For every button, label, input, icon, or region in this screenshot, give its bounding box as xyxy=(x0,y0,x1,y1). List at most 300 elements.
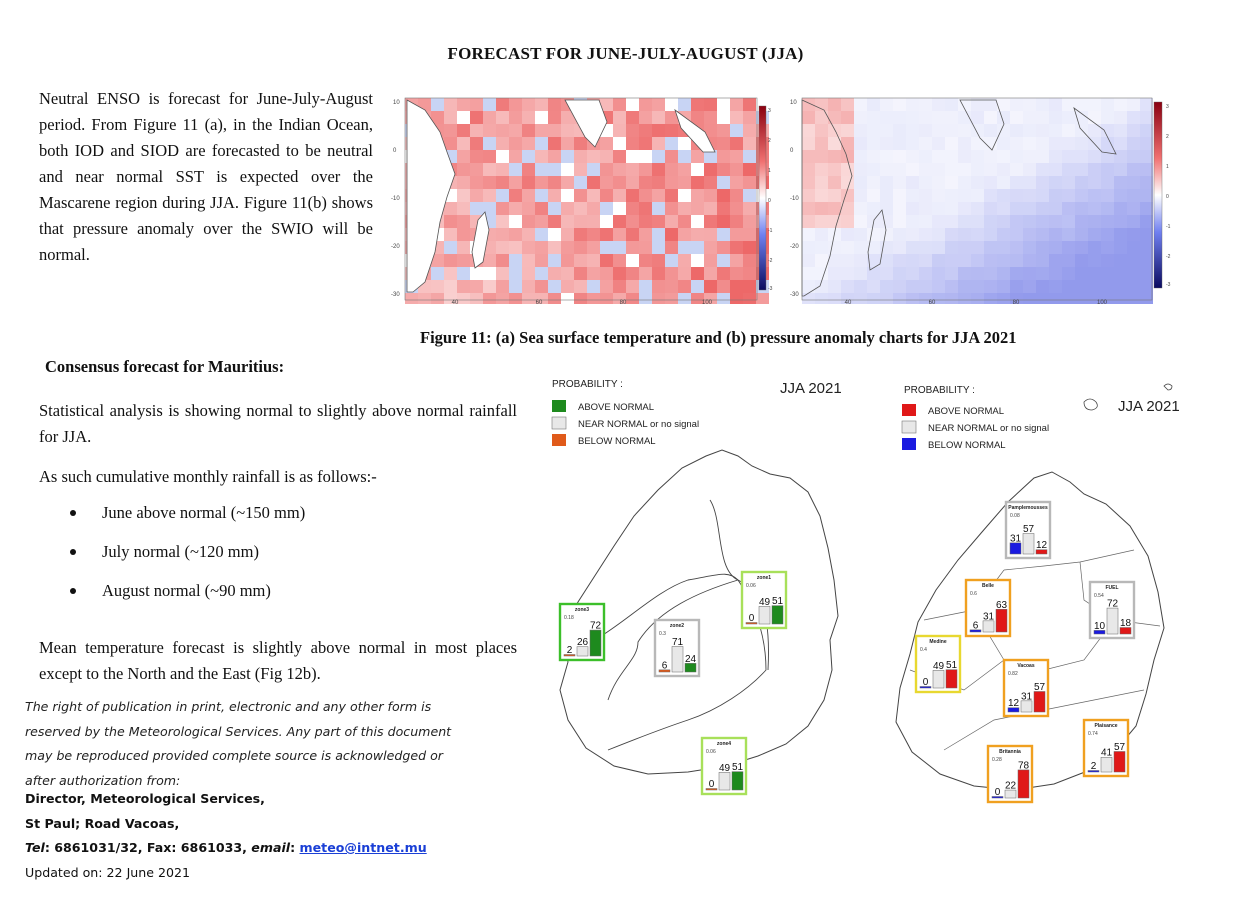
anomaly-cell xyxy=(1049,241,1062,254)
anomaly-cell xyxy=(561,254,574,267)
anomaly-cell xyxy=(1010,241,1023,254)
anomaly-cell xyxy=(997,189,1010,202)
anomaly-cell xyxy=(802,189,815,202)
anomaly-cell xyxy=(984,267,997,280)
anomaly-cell xyxy=(893,163,906,176)
anomaly-cell xyxy=(1140,163,1153,176)
anomaly-cell xyxy=(932,228,945,241)
anomaly-cell xyxy=(1010,176,1023,189)
anomaly-cell xyxy=(1088,280,1101,293)
anomaly-cell xyxy=(906,176,919,189)
zone-name-label: zone3 xyxy=(574,607,590,613)
zone-name-label: Vacoas xyxy=(1017,663,1035,669)
anomaly-cell xyxy=(1140,189,1153,202)
anomaly-cell xyxy=(457,254,470,267)
anomaly-cell xyxy=(854,241,867,254)
zone-tag-label: 0.74 xyxy=(1088,731,1098,737)
anomaly-cell xyxy=(678,215,691,228)
anomaly-cell xyxy=(470,150,483,163)
anomaly-cell xyxy=(509,215,522,228)
anomaly-cell xyxy=(1101,267,1114,280)
anomaly-cell xyxy=(717,163,730,176)
anomaly-cell xyxy=(730,293,743,304)
anomaly-cell xyxy=(867,189,880,202)
anomaly-cell xyxy=(522,293,535,304)
anomaly-cell xyxy=(1049,150,1062,163)
anomaly-cell xyxy=(431,267,444,280)
anomaly-cell xyxy=(457,176,470,189)
anomaly-cell xyxy=(1101,98,1114,111)
anomaly-cell xyxy=(548,293,561,304)
anomaly-cell xyxy=(841,267,854,280)
anomaly-cell xyxy=(1010,254,1023,267)
sst-scale-label: 1 xyxy=(768,168,771,174)
anomaly-cell xyxy=(867,280,880,293)
anomaly-cell xyxy=(587,280,600,293)
zone-chart xyxy=(560,604,604,660)
anomaly-cell xyxy=(1049,215,1062,228)
anomaly-cell xyxy=(652,202,665,215)
anomaly-cell xyxy=(613,215,626,228)
anomaly-cell xyxy=(1075,228,1088,241)
anomaly-cell xyxy=(997,228,1010,241)
anomaly-cell xyxy=(535,228,548,241)
zone-bar xyxy=(1018,770,1029,798)
anomaly-cell xyxy=(457,280,470,293)
anomaly-cell xyxy=(639,98,652,111)
anomaly-cell xyxy=(561,228,574,241)
anomaly-cell xyxy=(958,124,971,137)
anomaly-cell xyxy=(854,176,867,189)
anomaly-cell xyxy=(652,267,665,280)
anomaly-cell xyxy=(1023,163,1036,176)
anomaly-cell xyxy=(691,254,704,267)
anomaly-cell xyxy=(893,215,906,228)
anomaly-cell xyxy=(1023,228,1036,241)
anomaly-cell xyxy=(867,137,880,150)
anomaly-cell xyxy=(1062,189,1075,202)
anomaly-cell xyxy=(678,189,691,202)
zone-name-label: Pamplemousses xyxy=(1008,505,1048,511)
anomaly-cell xyxy=(1114,150,1127,163)
anomaly-cell xyxy=(1127,267,1140,280)
email-label: email xyxy=(251,840,291,855)
anomaly-cell xyxy=(958,150,971,163)
legend-label-near: NEAR NORMAL or no signal xyxy=(928,423,1050,434)
anomaly-cell xyxy=(1127,176,1140,189)
anomaly-cell xyxy=(535,137,548,150)
zone-tag-label: 0.08 xyxy=(1010,513,1020,519)
anomaly-cell xyxy=(574,293,587,304)
anomaly-cell xyxy=(1127,280,1140,293)
anomaly-cell xyxy=(613,241,626,254)
anomaly-cell xyxy=(639,228,652,241)
anomaly-cell xyxy=(828,163,841,176)
anomaly-cell xyxy=(1140,137,1153,150)
legend-swatch-above xyxy=(902,404,916,416)
anomaly-cell xyxy=(717,150,730,163)
anomaly-cell xyxy=(919,124,932,137)
anomaly-cell xyxy=(1140,124,1153,137)
anomaly-cell xyxy=(945,137,958,150)
sst-x-tick: 100 xyxy=(701,300,713,304)
anomaly-cell xyxy=(535,241,548,254)
tel-fax: : 6861031/32, Fax: 6861033, xyxy=(44,840,252,855)
figure-caption: Figure 11: (a) Sea surface temperature and (b) pressure anomaly charts for JJA 2021 xyxy=(420,328,1017,347)
anomaly-cell xyxy=(1114,254,1127,267)
anomaly-cell xyxy=(984,228,997,241)
anomaly-cell xyxy=(717,228,730,241)
zone-name-label: zone1 xyxy=(756,575,772,581)
anomaly-cell xyxy=(1101,254,1114,267)
anomaly-cell xyxy=(1036,228,1049,241)
anomaly-cell xyxy=(971,280,984,293)
anomaly-cell xyxy=(691,228,704,241)
updated-date: Updated on: 22 June 2021 xyxy=(25,864,191,880)
zone-bar-value: 6 xyxy=(661,660,668,672)
anomaly-cell xyxy=(880,189,893,202)
zone-bar-value: 78 xyxy=(1017,760,1030,772)
anomaly-cell xyxy=(522,267,535,280)
zone-bar-value: 49 xyxy=(718,762,731,774)
anomaly-cell xyxy=(691,280,704,293)
anomaly-cell xyxy=(730,137,743,150)
anomaly-cell xyxy=(457,124,470,137)
anomaly-cell xyxy=(1101,241,1114,254)
anomaly-cell xyxy=(613,189,626,202)
anomaly-cell xyxy=(561,202,574,215)
anomaly-cell xyxy=(652,150,665,163)
anomaly-cell xyxy=(574,189,587,202)
anomaly-cell xyxy=(457,150,470,163)
anomaly-cell xyxy=(854,280,867,293)
rainfall-list xyxy=(60,501,305,618)
anomaly-cell xyxy=(457,163,470,176)
anomaly-cell xyxy=(1101,280,1114,293)
anomaly-cell xyxy=(509,176,522,189)
anomaly-cell xyxy=(652,137,665,150)
anomaly-cell xyxy=(906,202,919,215)
anomaly-cell xyxy=(1088,215,1101,228)
anomaly-cell xyxy=(691,150,704,163)
anomaly-cell xyxy=(522,163,535,176)
anomaly-cell xyxy=(1062,280,1075,293)
anomaly-cell xyxy=(600,189,613,202)
anomaly-cell xyxy=(971,163,984,176)
anomaly-cell xyxy=(1049,111,1062,124)
anomaly-cell xyxy=(1036,202,1049,215)
anomaly-cell xyxy=(893,241,906,254)
anomaly-cell xyxy=(1114,293,1127,304)
zone-bar-value: 31 xyxy=(1009,533,1022,545)
anomaly-cell xyxy=(1062,241,1075,254)
anomaly-cell xyxy=(535,124,548,137)
anomaly-cell xyxy=(444,202,457,215)
email-link[interactable]: meteo@intnet.mu xyxy=(299,840,427,855)
anomaly-cell xyxy=(639,150,652,163)
anomaly-cell xyxy=(730,254,743,267)
rights-line: The right of publication in print, electronic and any other form is xyxy=(25,699,432,714)
zone-bar xyxy=(772,606,783,624)
anomaly-cell xyxy=(483,176,496,189)
anomaly-cell xyxy=(854,189,867,202)
anomaly-cell xyxy=(919,280,932,293)
rights-line: may be reproduced provided complete source is acknowledged or xyxy=(25,748,443,763)
anomaly-cell xyxy=(958,176,971,189)
anomaly-cell xyxy=(483,137,496,150)
anomaly-cell xyxy=(919,254,932,267)
anomaly-cell xyxy=(496,124,509,137)
anomaly-cell xyxy=(665,241,678,254)
anomaly-cell xyxy=(1127,254,1140,267)
anomaly-cell xyxy=(1036,189,1049,202)
anomaly-cell xyxy=(880,176,893,189)
anomaly-cell xyxy=(828,293,841,304)
list-item xyxy=(60,501,305,540)
anomaly-cell xyxy=(1114,228,1127,241)
anomaly-cell xyxy=(867,293,880,304)
anomaly-cell xyxy=(1127,137,1140,150)
sst-scale-label: -3 xyxy=(768,286,773,292)
anomaly-cell xyxy=(958,280,971,293)
anomaly-cell xyxy=(893,228,906,241)
anomaly-cell xyxy=(841,111,854,124)
anomaly-cell xyxy=(854,98,867,111)
anomaly-cell xyxy=(1140,215,1153,228)
anomaly-cell xyxy=(626,267,639,280)
anomaly-cell xyxy=(457,111,470,124)
anomaly-cell xyxy=(1101,111,1114,124)
zone-tag-label: 0.18 xyxy=(564,615,574,621)
anomaly-cell xyxy=(1023,150,1036,163)
anomaly-cell xyxy=(906,137,919,150)
anomaly-cell xyxy=(561,241,574,254)
anomaly-cell xyxy=(971,241,984,254)
zone-name-label: FUEL xyxy=(1105,585,1119,591)
anomaly-cell xyxy=(841,150,854,163)
rights-line: after authorization from: xyxy=(25,772,181,788)
anomaly-cell xyxy=(815,189,828,202)
anomaly-cell xyxy=(1140,150,1153,163)
anomaly-cell xyxy=(522,280,535,293)
anomaly-cell xyxy=(587,228,600,241)
anomaly-cell xyxy=(522,254,535,267)
anomaly-cell xyxy=(867,111,880,124)
anomaly-cell xyxy=(717,267,730,280)
anomaly-cell xyxy=(880,254,893,267)
zone-bar-value: 0 xyxy=(922,677,929,688)
list-item xyxy=(60,540,305,579)
anomaly-cell xyxy=(691,163,704,176)
anomaly-cell xyxy=(854,293,867,304)
anomaly-cell xyxy=(561,189,574,202)
anomaly-cell xyxy=(1010,111,1023,124)
anomaly-cell xyxy=(496,189,509,202)
anomaly-cell xyxy=(652,280,665,293)
anomaly-cell xyxy=(1036,293,1049,304)
anomaly-cell xyxy=(483,163,496,176)
anomaly-cell xyxy=(535,254,548,267)
legend-title: PROBABILITY : xyxy=(552,379,623,390)
anomaly-cell xyxy=(802,111,815,124)
anomaly-cell xyxy=(561,124,574,137)
anomaly-cell xyxy=(496,293,509,304)
anomaly-cell xyxy=(854,150,867,163)
anomaly-cell xyxy=(958,137,971,150)
anomaly-cell xyxy=(704,111,717,124)
sst-scale-label: 2 xyxy=(768,138,771,144)
anomaly-cell xyxy=(600,241,613,254)
anomaly-cell xyxy=(496,111,509,124)
anomaly-cell xyxy=(665,293,678,304)
anomaly-cell xyxy=(743,137,756,150)
anomaly-cell xyxy=(548,124,561,137)
anomaly-cell xyxy=(828,280,841,293)
anomaly-cell xyxy=(1010,150,1023,163)
zone-bar xyxy=(1034,691,1045,712)
anomaly-cell xyxy=(717,137,730,150)
anomaly-cell xyxy=(678,176,691,189)
anomaly-cell xyxy=(1101,124,1114,137)
anomaly-cell xyxy=(1114,163,1127,176)
anomaly-cell xyxy=(945,215,958,228)
anomaly-cell xyxy=(548,137,561,150)
anomaly-cell xyxy=(613,137,626,150)
anomaly-cell xyxy=(600,215,613,228)
anomaly-cell xyxy=(496,241,509,254)
zone-chart xyxy=(916,636,960,692)
zone-bar-value: 51 xyxy=(945,660,958,672)
legend-title: PROBABILITY : xyxy=(904,385,975,396)
anomaly-cell xyxy=(1140,111,1153,124)
anomaly-cell xyxy=(906,150,919,163)
anomaly-cell xyxy=(574,280,587,293)
anomaly-cell xyxy=(1114,202,1127,215)
anomaly-cell xyxy=(678,293,691,304)
anomaly-cell xyxy=(613,111,626,124)
anomaly-cell xyxy=(626,163,639,176)
anomaly-cell xyxy=(587,293,600,304)
anomaly-cell xyxy=(867,98,880,111)
anomaly-cell xyxy=(919,267,932,280)
anomaly-cell xyxy=(717,241,730,254)
anomaly-cell xyxy=(548,215,561,228)
anomaly-cell xyxy=(1088,163,1101,176)
anomaly-cell xyxy=(828,124,841,137)
legend-swatch-near xyxy=(552,417,566,429)
anomaly-cell xyxy=(854,111,867,124)
anomaly-cell xyxy=(1075,176,1088,189)
zone-bar-value: 0 xyxy=(748,613,755,624)
sst-scale-label: -1 xyxy=(768,228,773,234)
tel-label: Tel xyxy=(25,840,45,855)
pressure-scale-label: -2 xyxy=(1166,254,1171,260)
anomaly-cell xyxy=(1088,176,1101,189)
anomaly-cell xyxy=(802,228,815,241)
anomaly-cell xyxy=(1062,254,1075,267)
anomaly-cell xyxy=(444,280,457,293)
anomaly-cell xyxy=(639,215,652,228)
anomaly-cell xyxy=(1075,254,1088,267)
anomaly-cell xyxy=(704,163,717,176)
anomaly-cell xyxy=(1101,189,1114,202)
anomaly-cell xyxy=(691,241,704,254)
anomaly-cell xyxy=(945,293,958,304)
anomaly-cell xyxy=(893,267,906,280)
anomaly-cell xyxy=(665,176,678,189)
anomaly-cell xyxy=(971,124,984,137)
anomaly-cell xyxy=(613,176,626,189)
anomaly-cell xyxy=(509,137,522,150)
anomaly-cell xyxy=(958,241,971,254)
anomaly-cell xyxy=(1088,254,1101,267)
anomaly-cell xyxy=(971,176,984,189)
anomaly-cell xyxy=(1062,150,1075,163)
anomaly-cell xyxy=(997,280,1010,293)
anomaly-cell xyxy=(717,98,730,111)
legend-label-near: NEAR NORMAL or no signal xyxy=(578,419,700,430)
anomaly-cell xyxy=(906,241,919,254)
pressure-anomaly-map xyxy=(790,92,1186,304)
anomaly-cell xyxy=(665,267,678,280)
anomaly-cell xyxy=(984,280,997,293)
anomaly-cell xyxy=(522,124,535,137)
anomaly-cell xyxy=(626,280,639,293)
anomaly-cell xyxy=(665,137,678,150)
anomaly-cell xyxy=(470,280,483,293)
anomaly-cell xyxy=(483,293,496,304)
anomaly-cell xyxy=(522,215,535,228)
anomaly-cell xyxy=(1062,267,1075,280)
anomaly-cell xyxy=(1127,228,1140,241)
anomaly-cell xyxy=(828,241,841,254)
zone-chart xyxy=(702,738,746,794)
anomaly-cell xyxy=(743,293,756,304)
anomaly-cell xyxy=(626,215,639,228)
sst-anomaly-map xyxy=(385,92,777,304)
anomaly-cell xyxy=(626,137,639,150)
anomaly-cell xyxy=(932,189,945,202)
anomaly-cell xyxy=(496,150,509,163)
temperature-text: Mean temperature forecast is slightly above normal in most places except to the North and the East (Fig 12b). xyxy=(39,638,517,683)
anomaly-cell xyxy=(1049,267,1062,280)
anomaly-cell xyxy=(815,176,828,189)
anomaly-cell xyxy=(971,150,984,163)
anomaly-cell xyxy=(613,280,626,293)
anomaly-cell xyxy=(522,176,535,189)
anomaly-cell xyxy=(665,280,678,293)
anomaly-cell xyxy=(815,163,828,176)
sst-scale-label: 3 xyxy=(768,108,771,114)
anomaly-cell xyxy=(509,280,522,293)
legend-label-below: BELOW NORMAL xyxy=(928,440,1006,451)
anomaly-cell xyxy=(678,202,691,215)
anomaly-cell xyxy=(600,176,613,189)
zone-tag-label: 0.4 xyxy=(920,647,927,653)
anomaly-cell xyxy=(1088,202,1101,215)
anomaly-cell xyxy=(1114,124,1127,137)
anomaly-cell xyxy=(997,215,1010,228)
anomaly-cell xyxy=(802,202,815,215)
contact-phone xyxy=(25,836,427,861)
zone-bar-value: 49 xyxy=(758,596,771,608)
anomaly-cell xyxy=(919,98,932,111)
anomaly-cell xyxy=(1075,163,1088,176)
anomaly-cell xyxy=(854,267,867,280)
zone-chart xyxy=(742,572,786,628)
islet-icon xyxy=(1164,384,1172,390)
sst-x-tick: 80 xyxy=(619,300,627,304)
